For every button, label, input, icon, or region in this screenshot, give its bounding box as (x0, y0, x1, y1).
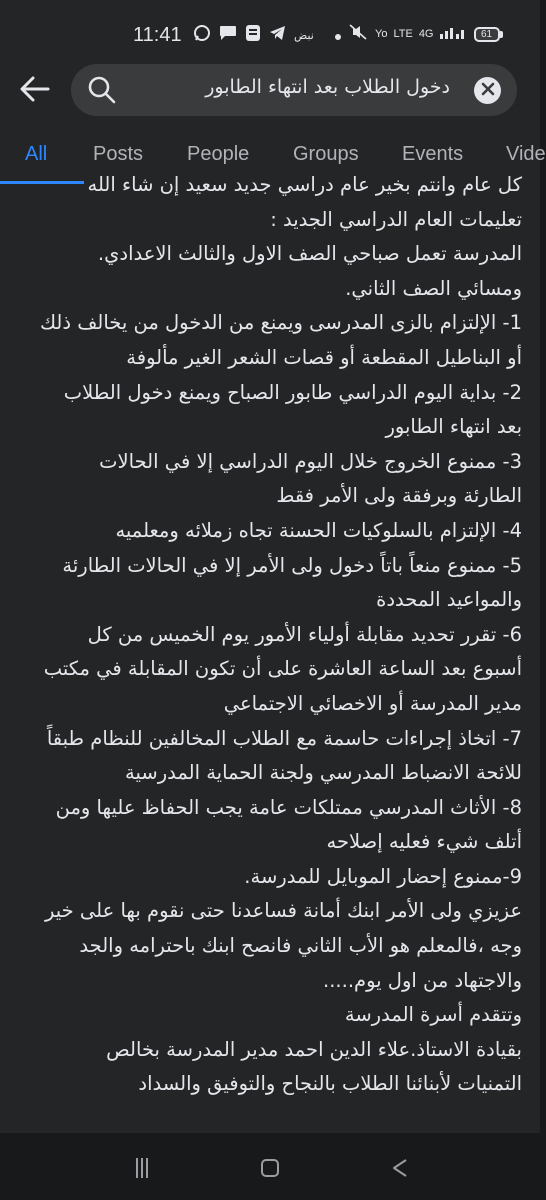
post-line: بعد انتهاء الطابور (385, 415, 522, 439)
status-bar (0, 0, 540, 62)
battery-level: 61 (474, 27, 500, 42)
search-icon (87, 75, 117, 109)
post-line: تعليمات العام الدراسي الجديد : (270, 207, 522, 231)
chat-bubble-icon (219, 25, 237, 45)
system-status-icons (335, 24, 503, 44)
home-button[interactable] (255, 1155, 285, 1185)
post-line: ومسائي الصف الثاني. (345, 276, 522, 300)
post-line: أسبوع بعد الساعة العاشرة على أن تكون المقابلة في مكتب (43, 657, 522, 681)
network-label-4g: 4G (418, 28, 434, 40)
post-line: عزيزي ولى الأمر ابنك أمانة فساعدنا حتى نقوم بها على خير (45, 899, 522, 923)
post-line: 6- تقرر تحديد مقابلة أولياء الأمور يوم الخميس من كل (87, 622, 522, 646)
tab-all[interactable]: All (25, 143, 48, 165)
tab-videos[interactable]: Vide (506, 143, 546, 165)
post-line: 4- الإلتزام بالسلوكيات الحسنة تجاه زملائه ومعلميه (115, 518, 522, 542)
back-button[interactable] (16, 72, 54, 110)
notification-icons (193, 24, 314, 46)
post-line: 8- الأثاث المدرسي ممتلكات عامة يجب الحفاظ عليها ومن (55, 795, 522, 819)
telegram-icon (269, 25, 286, 45)
post-line: 5- ممنوع منعاً باتاً دخول ولى الأمر إلا في الحالات الطارئة (62, 553, 522, 577)
post-line: والمواعيد المحددة (376, 588, 522, 612)
back-triangle-icon (390, 1158, 410, 1182)
post-line: وجه ،فالمعلم هو الأب الثاني فانصح ابنك باحترامه والجد (79, 934, 522, 958)
carrier-label: نبض (294, 29, 314, 42)
post-line: وتتقدم أسرة المدرسة (344, 1003, 522, 1027)
post-line: بقيادة الاستاذ.علاء الدين احمد مدير المدرسة بخالص (106, 1037, 522, 1061)
signal-icon (440, 24, 468, 44)
search-header (0, 62, 540, 120)
status-time: 11:41 (133, 24, 182, 46)
post-line: أو البناطيل المقطعة أو قصات الشعر الغير مألوفة (126, 345, 522, 369)
app-notification-icon (245, 24, 261, 46)
tab-events[interactable]: Events (402, 143, 464, 165)
mute-icon (347, 24, 369, 44)
post-line: 7- اتخاذ إجراءات حاسمة مع الطلاب المخالفين للنظام طبقاً (46, 726, 522, 750)
post-line: أتلف شيء فعليه إصلاحه (326, 830, 522, 854)
post-line: 9-ممنوع إحضار الموبايل للمدرسة. (244, 864, 522, 888)
arrow-left-icon (20, 76, 50, 106)
network-label-lte: LTE (393, 28, 413, 40)
close-icon (481, 81, 495, 100)
active-tab-indicator (0, 181, 540, 184)
nav-back-button[interactable] (385, 1155, 415, 1185)
dot-icon (335, 25, 341, 44)
post-line: مدير المدرسة أو الاخصائي الاجتماعي (223, 691, 522, 715)
tab-posts[interactable]: Posts (93, 143, 144, 165)
post-line: التمنيات لأبنائنا الطلاب بالنجاح والتوفيق والسداد (138, 1072, 522, 1096)
tab-people[interactable]: People (187, 143, 250, 165)
search-input[interactable] (71, 64, 517, 116)
post-line: والاجتهاد من اول يوم..... (323, 968, 522, 992)
post-line: 2- بداية اليوم الدراسي طابور الصباح ويمنع دخول الطلاب (63, 380, 522, 404)
search-query[interactable]: دخول الطلاب بعد انتهاء الطابور (205, 76, 450, 98)
post-content[interactable] (0, 173, 540, 1133)
post-line: الطارئة وبرفقة ولى الأمر فقط (276, 484, 522, 508)
home-icon (260, 1158, 280, 1182)
system-nav-bar (0, 1133, 540, 1200)
clear-search-button[interactable] (474, 77, 501, 104)
recents-button[interactable] (127, 1155, 157, 1185)
recents-icon (132, 1157, 152, 1183)
battery-icon (474, 27, 503, 42)
post-line: المدرسة تعمل صباحي الصف الاول والثالث الاعدادي. (97, 242, 522, 266)
post-text (17, 168, 522, 1102)
tab-groups[interactable]: Groups (293, 143, 359, 165)
post-line: للائحة الانضباط المدرسي ولجنة الحماية المدرسية (125, 761, 522, 785)
whatsapp-icon (193, 24, 211, 46)
network-label-yo: Yo (375, 28, 388, 40)
post-line: 3- ممنوع الخروج خلال اليوم الدراسي إلا في الحالات (99, 449, 522, 473)
post-line: 1- الإلتزام بالزى المدرسى ويمنع من الدخول من يخالف ذلك (39, 311, 522, 335)
post-line: كل عام وانتم بخير عام دراسي جديد سعيد إن شاء الله (87, 173, 522, 196)
